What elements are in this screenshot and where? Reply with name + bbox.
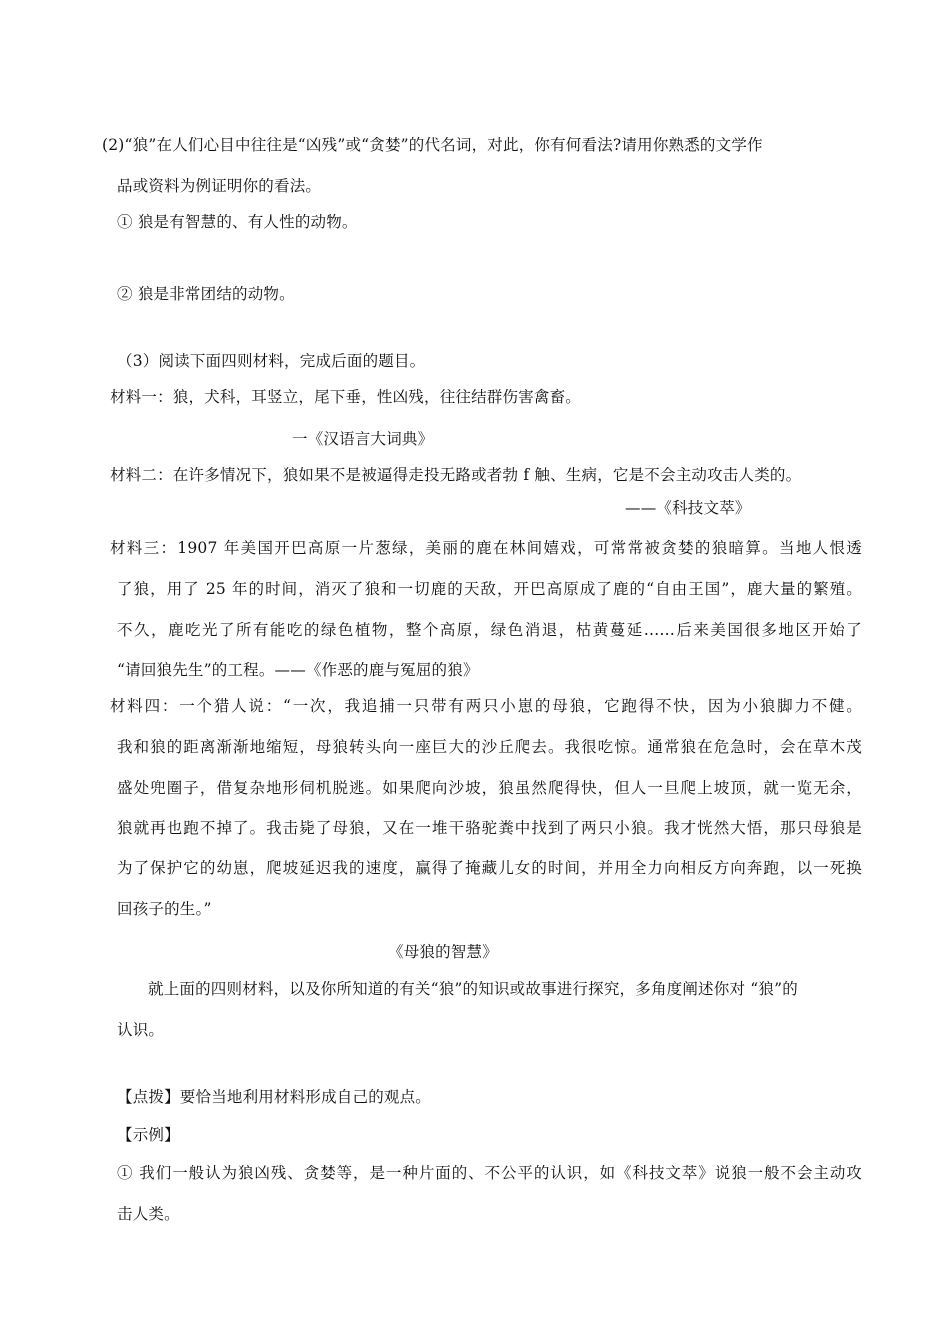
material-4-line-2: 我和狼的距离渐渐地缩短，母狼转头向一座巨大的沙丘爬去。我很吃惊。通常狼在危急时，会在草木茂 xyxy=(117,738,862,756)
material-4-line-3: 盛处兜圈子，借复杂地形伺机脱逃。如果爬向沙坡，狼虽然爬得快，但人一旦爬上坡顶，就一览无余， xyxy=(117,779,862,797)
material-1-source: 一《汉语言大词典》 xyxy=(292,430,434,448)
material-4-line-5: 为了保护它的幼崽，爬坡延迟我的速度，赢得了掩藏儿女的时间，并用全力向相反方向奔跑，以一死换 xyxy=(117,859,862,877)
material-4-line-4: 狼就再也跑不掉了。我击毙了母狼，又在一堆干骆驼粪中找到了两只小狼。我才恍然大悟，那只母狼是 xyxy=(117,819,862,837)
material-4-line-6: 回孩子的生。” xyxy=(117,900,212,918)
hint-text: 【点拨】要恰当地利用材料形成自己的观点。 xyxy=(117,1088,432,1106)
material-3-line-1: 材料三：1907 年美国开巴高原一片葱绿，美丽的鹿在林间嬉戏，可常常被贪婪的狼暗算。当地人恨透 xyxy=(110,539,862,557)
material-3-line-2: 了狼，用了 25 年的时间，消灭了狼和一切鹿的天敌，开巴高原成了鹿的“自由王国”，鹿大量的繁殖。 xyxy=(117,580,862,598)
material-4-line-1: 材料四：一个猎人说：“一次，我追捕一只带有两只小崽的母狼，它跑得不快，因为小狼脚力不健。 xyxy=(110,697,862,715)
material-4-source: 《母狼的智慧》 xyxy=(388,943,498,961)
material-3-line-4: “请回狼先生”的工程。——《作恶的鹿与冤屈的狼》 xyxy=(117,661,479,679)
q2-point-1: ① 狼是有智慧的、有人性的动物。 xyxy=(117,213,358,231)
material-2-source: ——《科技文萃》 xyxy=(625,499,751,517)
q3-intro: （3）阅读下面四则材料，完成后面的题目。 xyxy=(117,352,426,370)
material-1-text: 材料一：狼，犬科，耳竖立，尾下垂，性凶残，往往结群伤害禽畜。 xyxy=(110,388,582,406)
example-line-2: 击人类。 xyxy=(117,1205,180,1223)
q2-point-2: ② 狼是非常团结的动物。 xyxy=(117,285,295,303)
q2-line-1: (2)“狼”在人们心目中往往是“凶残”或“贪婪”的代名词，对此，你有何看法?请用你熟悉的文学作 xyxy=(102,136,763,154)
q3-task-line-1: 就上面的四则材料，以及你所知道的有关“狼”的知识或故事进行探究，多角度阐述你对 “狼”的 xyxy=(148,980,798,998)
q2-line-2: 品或资料为例证明你的看法。 xyxy=(117,177,322,195)
q3-task-line-2: 认识。 xyxy=(117,1021,165,1039)
example-label: 【示例】 xyxy=(117,1126,180,1144)
example-line-1: ① 我们一般认为狼凶残、贪婪等，是一种片面的、不公平的认识，如《科技文萃》说狼一般不会主动攻 xyxy=(117,1164,862,1182)
material-2-text: 材料二：在许多情况下，狼如果不是被逼得走投无路或者勃 f 触、生病，它是不会主动攻击人类的。 xyxy=(110,466,802,484)
material-3-line-3: 不久，鹿吃光了所有能吃的绿色植物，整个高原，绿色消退，枯黄蔓延……后来美国很多地区开始了 xyxy=(117,621,862,639)
